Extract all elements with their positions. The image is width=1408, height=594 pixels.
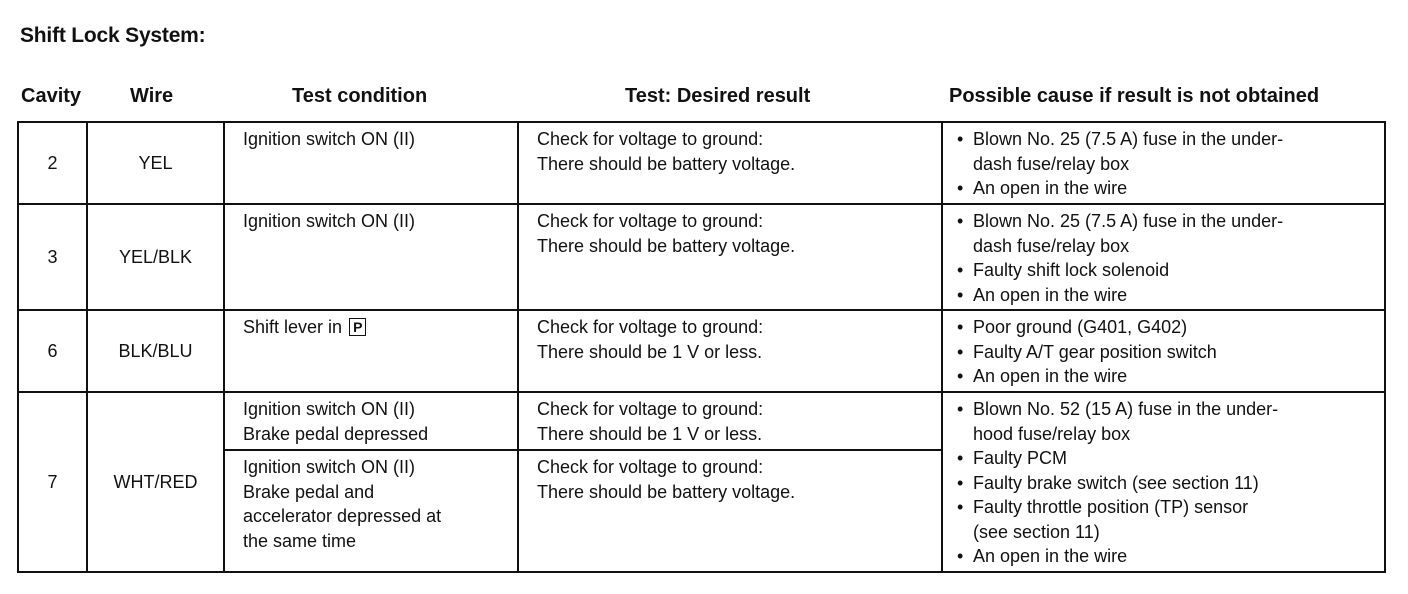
- cause-text: Blown No. 52 (15 A) fuse in the under-: [973, 399, 1279, 419]
- bullet-icon: •: [957, 284, 964, 305]
- cause-item: [957, 364, 1384, 389]
- cause-text: Faulty brake switch (see section 11): [973, 472, 1259, 493]
- result-cell: [518, 310, 942, 392]
- condition-line: Ignition switch ON (II): [243, 399, 416, 419]
- bullet-icon: •: [957, 260, 964, 280]
- cause-continuation: hood fuse/relay box: [973, 423, 1131, 444]
- bullet-icon: •: [957, 129, 964, 149]
- result-line: Check for voltage to ground:: [537, 317, 764, 337]
- result-cell: [518, 122, 942, 204]
- result-line: There should be battery voltage.: [537, 481, 796, 502]
- cause-text: Faulty shift lock solenoid: [973, 260, 1170, 280]
- header-test-condition: Test condition: [292, 85, 428, 107]
- cause-cell: [942, 310, 1385, 392]
- bullet-icon: •: [957, 317, 964, 337]
- cause-text: An open in the wire: [973, 546, 1128, 566]
- result-cell: [518, 450, 942, 572]
- cause-text: Faulty A/T gear position switch: [973, 341, 1217, 362]
- condition-cell: [224, 122, 518, 204]
- cause-item: [957, 283, 1384, 308]
- wire-cell: BLK/BLU: [87, 310, 224, 392]
- cause-item: [957, 340, 1384, 365]
- result-line: Check for voltage to ground:: [537, 457, 764, 477]
- park-position-symbol: P: [349, 318, 366, 336]
- cause-cell: [942, 204, 1385, 310]
- condition-cell: [224, 450, 518, 572]
- cavity-cell: 3: [18, 204, 87, 310]
- condition-cell: [224, 310, 518, 392]
- bullet-icon: •: [957, 497, 964, 517]
- result-line: There should be 1 V or less.: [537, 423, 763, 444]
- result-line: There should be battery voltage.: [537, 235, 796, 256]
- table-row: [18, 122, 1385, 204]
- shift-lock-table: [17, 121, 1386, 573]
- cause-text: Faulty throttle position (TP) sensor: [973, 497, 1249, 517]
- condition-line: Brake pedal depressed: [243, 423, 429, 444]
- result-line: There should be 1 V or less.: [537, 341, 763, 362]
- header-desired-result: Test: Desired result: [625, 85, 811, 107]
- cause-text: An open in the wire: [973, 284, 1128, 305]
- result-line: There should be battery voltage.: [537, 153, 796, 174]
- cause-text: Faulty PCM: [973, 448, 1068, 468]
- cause-item: [957, 495, 1384, 520]
- cause-item: [957, 127, 1384, 152]
- header-wire: Wire: [130, 85, 174, 107]
- wire-cell: YEL/BLK: [87, 204, 224, 310]
- result-line: Check for voltage to ground:: [537, 399, 764, 419]
- cause-item: [957, 544, 1384, 569]
- cause-text: An open in the wire: [973, 366, 1128, 386]
- bullet-icon: •: [957, 448, 964, 468]
- bullet-icon: •: [957, 178, 964, 198]
- cause-item: [957, 258, 1384, 283]
- cause-item: [957, 471, 1384, 496]
- cause-continuation: dash fuse/relay box: [973, 235, 1130, 256]
- bullet-icon: •: [957, 546, 964, 566]
- bullet-icon: •: [957, 366, 964, 386]
- cause-text: Blown No. 25 (7.5 A) fuse in the under-: [973, 211, 1284, 231]
- condition-text: Shift lever in: [243, 317, 343, 337]
- cause-item: [957, 397, 1384, 422]
- cause-continuation: dash fuse/relay box: [973, 153, 1130, 174]
- cause-item: [957, 176, 1384, 201]
- condition-line: accelerator depressed at: [243, 506, 442, 526]
- cause-continuation: (see section 11): [973, 521, 1100, 542]
- table-row: [18, 204, 1385, 310]
- cause-item: [957, 446, 1384, 471]
- result-line: Check for voltage to ground:: [537, 211, 764, 231]
- condition-line: [243, 315, 517, 340]
- cause-text: Poor ground (G401, G402): [973, 317, 1188, 337]
- wire-cell: WHT/RED: [87, 392, 224, 572]
- cause-cell: [942, 122, 1385, 204]
- cause-item: [957, 209, 1384, 234]
- result-cell: [518, 204, 942, 310]
- condition-cell: [224, 392, 518, 450]
- bullet-icon: •: [957, 341, 964, 362]
- cavity-cell: 7: [18, 392, 87, 572]
- cause-text: An open in the wire: [973, 178, 1128, 198]
- page-title: Shift Lock System:: [20, 24, 206, 47]
- cause-item: [957, 315, 1384, 340]
- condition-line: Ignition switch ON (II): [243, 129, 416, 149]
- condition-line: Ignition switch ON (II): [243, 457, 416, 477]
- cavity-cell: 2: [18, 122, 87, 204]
- bullet-icon: •: [957, 211, 964, 231]
- bullet-icon: •: [957, 399, 964, 419]
- header-possible-cause: Possible cause if result is not obtained: [949, 85, 1320, 107]
- table-row: [18, 310, 1385, 392]
- condition-line: the same time: [243, 530, 357, 551]
- header-cavity: Cavity: [21, 85, 82, 107]
- result-cell: [518, 392, 942, 450]
- cause-text: Blown No. 25 (7.5 A) fuse in the under-: [973, 129, 1284, 149]
- condition-line: Ignition switch ON (II): [243, 211, 416, 231]
- result-line: Check for voltage to ground:: [537, 129, 764, 149]
- condition-cell: [224, 204, 518, 310]
- cause-cell: [942, 392, 1385, 572]
- table-row: [18, 392, 1385, 450]
- wire-cell: YEL: [87, 122, 224, 204]
- bullet-icon: •: [957, 472, 964, 493]
- condition-line: Brake pedal and: [243, 481, 375, 502]
- cavity-cell: 6: [18, 310, 87, 392]
